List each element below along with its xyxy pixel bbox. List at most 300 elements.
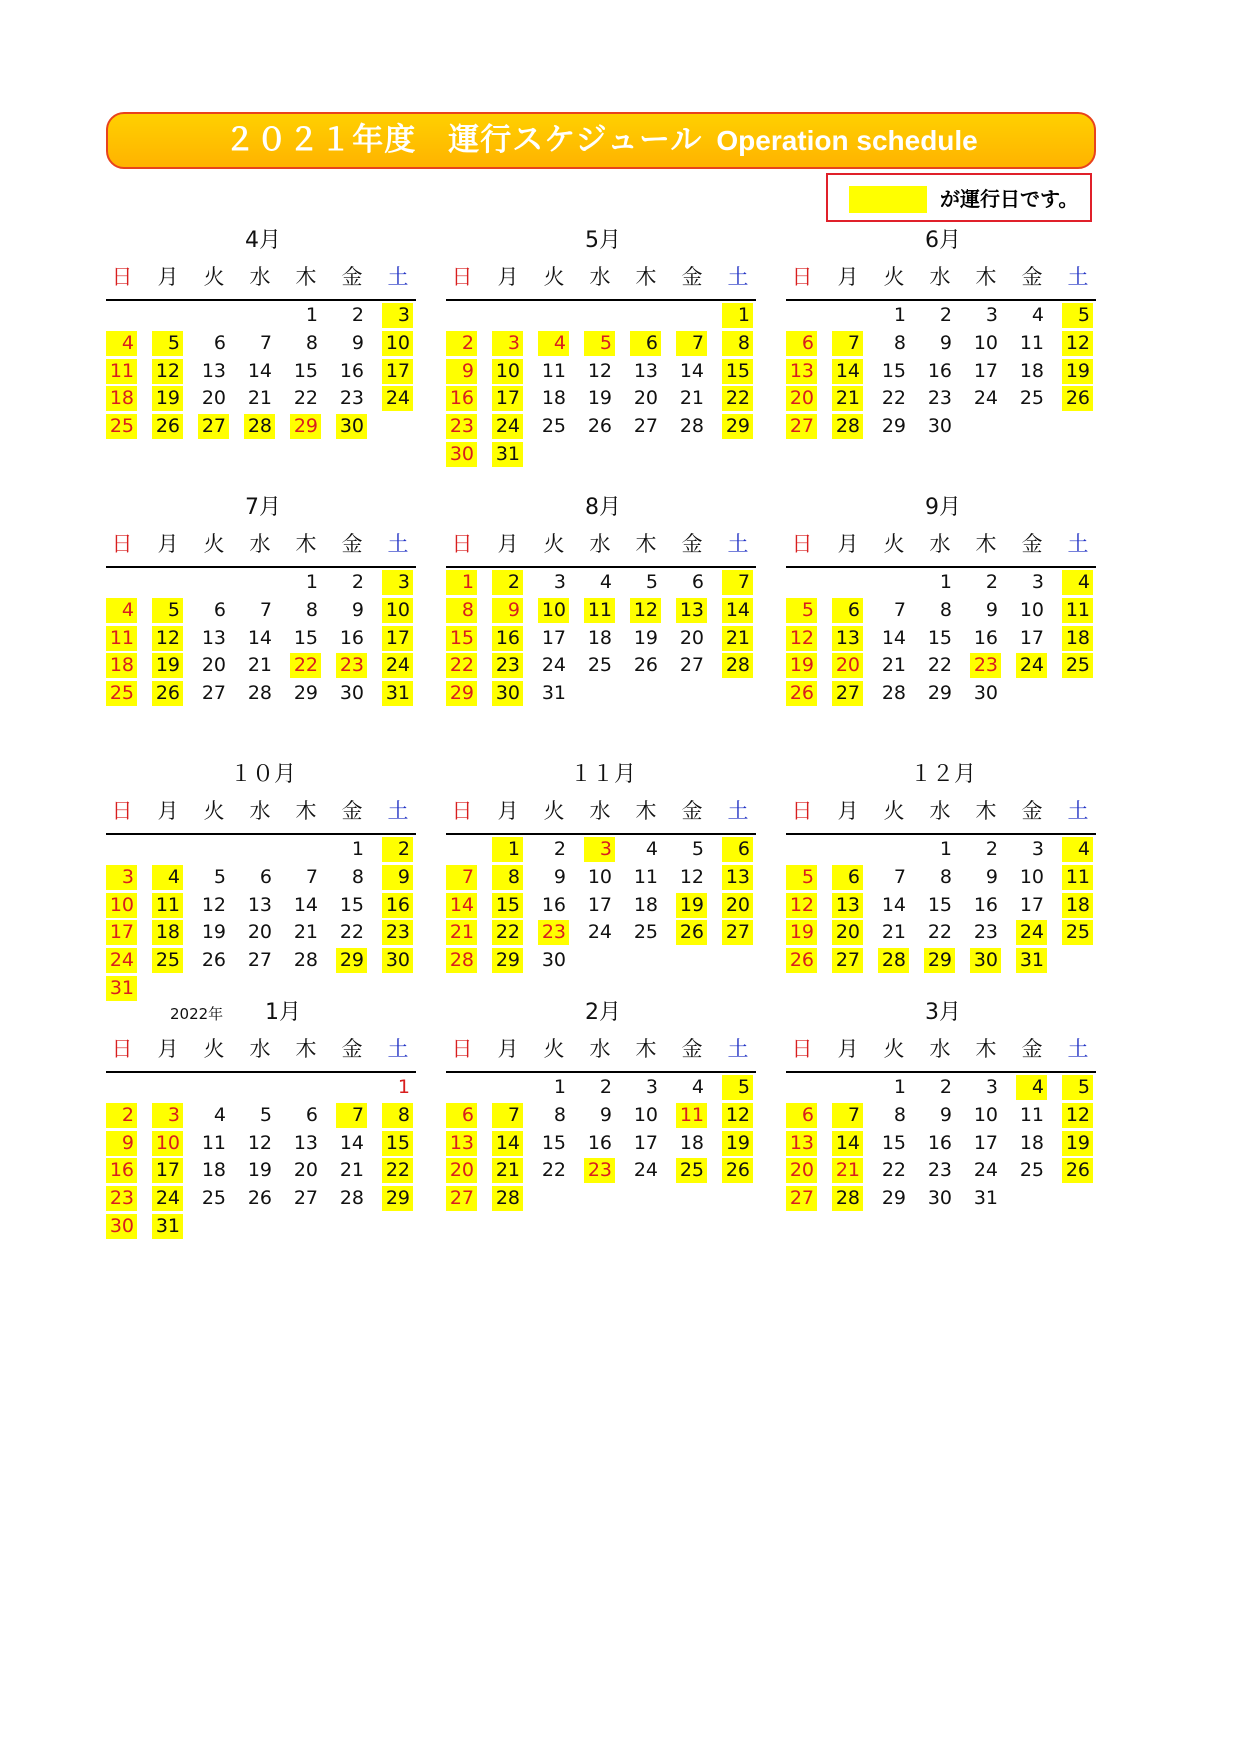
page-title-english: Operation schedule [716,125,978,156]
weekday-header: 日 [451,265,473,289]
calendar-day: 8 [305,598,318,621]
calendar-day: 24 [106,948,137,973]
weekday-header: 金 [1021,799,1043,823]
weekday-header: 水 [249,1037,271,1061]
calendar-day: 17 [633,1131,658,1154]
calendar-day: 1 [893,304,906,326]
calendar-day: 9 [351,331,364,354]
legend-swatch [849,186,927,213]
calendar-day: 28 [293,949,318,972]
calendar-day: 23 [970,653,1001,678]
calendar-day: 6 [630,331,661,356]
weekday-header: 火 [543,532,565,556]
weekday-header: 土 [727,1037,749,1061]
calendar-day: 13 [446,1131,477,1156]
calendar-day: 11 [1019,331,1044,354]
calendar-day: 10 [106,893,137,918]
calendar-day: 22 [881,1159,906,1182]
calendar-day: 26 [201,949,226,972]
weekday-header: 水 [589,532,611,556]
calendar-day: 15 [927,893,952,916]
calendar-day: 28 [878,948,909,973]
calendar-day: 4 [645,838,658,860]
month-calendar [786,761,1100,1001]
header-divider [446,299,756,301]
calendar-day: 19 [676,893,707,918]
calendar-day: 25 [152,948,183,973]
calendar-day: 28 [247,682,272,705]
calendar-day: 28 [832,414,863,439]
calendar-day: 4 [599,571,612,593]
calendar-day: 21 [293,921,318,944]
calendar-day: 29 [881,415,906,438]
calendar-day: 2 [553,838,566,860]
calendar-day: 6 [786,1103,817,1128]
calendar-day: 19 [152,386,183,411]
calendar-day: 1 [492,837,523,862]
calendar-day: 26 [587,415,612,438]
legend-text: が運行日です。 [940,187,1079,211]
calendar-day: 25 [106,681,137,706]
calendar-day: 10 [382,598,413,623]
calendar-day: 11 [584,598,615,623]
calendar-day: 22 [290,653,321,678]
calendar-day: 5 [1062,303,1093,328]
calendar-day: 25 [1019,1159,1044,1182]
weekday-header: 月 [157,532,179,556]
calendar-day: 23 [382,920,413,945]
weekday-header: 月 [497,532,519,556]
weekday-header: 日 [791,799,813,823]
calendar-day: 13 [722,865,753,890]
month-title: 4月 [245,228,281,253]
calendar-day: 9 [985,598,998,621]
calendar-day: 15 [382,1131,413,1156]
calendar-day: 30 [927,1187,952,1210]
calendar-day: 27 [679,654,704,677]
calendar-day: 16 [446,386,477,411]
calendar-day: 20 [633,387,658,410]
calendar-day: 11 [106,359,137,384]
calendar-day: 14 [339,1131,364,1154]
calendar-day: 19 [786,920,817,945]
calendar-day: 5 [584,331,615,356]
calendar-day: 25 [106,414,137,439]
weekday-header: 火 [203,532,225,556]
header-divider [786,299,1096,301]
month-title: 5月 [585,228,621,253]
month-calendar [106,999,420,1239]
calendar-day: 31 [1016,948,1047,973]
calendar-day: 15 [293,359,318,382]
calendar-day: 30 [106,1214,137,1239]
weekday-header: 日 [451,799,473,823]
weekday-header: 日 [791,532,813,556]
weekday-header: 月 [497,265,519,289]
calendar-day: 6 [213,598,226,621]
calendar-day: 10 [1019,598,1044,621]
year-prefix: 2022年 [170,1005,224,1023]
weekday-header: 水 [929,532,951,556]
calendar-day: 3 [1031,838,1044,860]
calendar-day: 30 [339,682,364,705]
header-divider [106,833,416,835]
calendar-day: 2 [599,1076,612,1098]
header-divider [106,299,416,301]
weekday-header: 水 [929,799,951,823]
calendar-day: 5 [645,571,658,593]
calendar-day: 23 [336,653,367,678]
calendar-day: 28 [881,682,906,705]
calendar-day: 7 [259,598,272,621]
calendar-day: 29 [336,948,367,973]
calendar-day: 31 [152,1214,183,1239]
calendar-day: 7 [336,1103,367,1128]
calendar-day: 20 [446,1158,477,1183]
calendar-day: 3 [106,865,137,890]
calendar-day: 23 [492,653,523,678]
calendar-day: 7 [893,598,906,621]
calendar-day: 2 [382,837,413,862]
calendar-day: 3 [382,570,413,595]
calendar-day: 31 [106,976,137,1001]
weekday-header: 金 [681,799,703,823]
calendar-day: 16 [492,626,523,651]
calendar-day: 21 [492,1158,523,1183]
calendar-day: 13 [786,359,817,384]
weekday-header: 土 [727,265,749,289]
weekday-header: 金 [681,532,703,556]
calendar-day: 19 [722,1131,753,1156]
calendar-day: 24 [492,414,523,439]
calendar-day: 22 [722,386,753,411]
month-calendar [446,494,760,734]
calendar-day: 29 [927,682,952,705]
weekday-header: 日 [111,532,133,556]
calendar-day: 18 [1019,359,1044,382]
weekday-header: 土 [1067,265,1089,289]
weekday-header: 金 [1021,1037,1043,1061]
calendar-day: 18 [152,920,183,945]
calendar-day: 13 [676,598,707,623]
calendar-day: 28 [832,1186,863,1211]
calendar-day: 22 [927,654,952,677]
calendar-day: 4 [106,598,137,623]
calendar-day: 8 [305,331,318,354]
calendar-day: 14 [247,359,272,382]
calendar-day: 2 [351,571,364,593]
calendar-day: 11 [676,1103,707,1128]
calendar-day: 8 [893,331,906,354]
weekday-header: 日 [451,1037,473,1061]
calendar-day: 12 [1062,1103,1093,1128]
calendar-day: 18 [541,387,566,410]
calendar-day: 29 [293,682,318,705]
calendar-day: 17 [1019,626,1044,649]
weekday-header: 火 [203,265,225,289]
calendar-day: 21 [881,654,906,677]
calendar-day: 15 [927,626,952,649]
calendar-day: 5 [152,331,183,356]
calendar-day: 13 [832,626,863,651]
calendar-day: 27 [722,920,753,945]
weekday-header: 土 [387,799,409,823]
calendar-day: 21 [679,387,704,410]
calendar-day: 5 [152,598,183,623]
calendar-day: 11 [1062,865,1093,890]
calendar-day: 15 [446,626,477,651]
month-calendar [446,999,760,1239]
calendar-day: 24 [973,1159,998,1182]
calendar-day: 13 [786,1131,817,1156]
weekday-header: 金 [341,1037,363,1061]
calendar-day: 4 [1062,837,1093,862]
calendar-day: 6 [786,331,817,356]
calendar-day: 7 [893,865,906,888]
calendar-day: 10 [538,598,569,623]
header-divider [786,566,1096,568]
calendar-day: 26 [722,1158,753,1183]
weekday-header: 金 [681,265,703,289]
weekday-header: 火 [543,1037,565,1061]
calendar-day: 27 [293,1187,318,1210]
month-calendar [786,494,1100,734]
calendar-day: 14 [722,598,753,623]
calendar-day: 26 [786,948,817,973]
calendar-day: 19 [1062,1131,1093,1156]
weekday-header: 日 [111,265,133,289]
calendar-day: 17 [492,386,523,411]
calendar-day: 7 [259,331,272,354]
weekday-header: 月 [497,799,519,823]
calendar-day: 31 [382,681,413,706]
calendar-day: 6 [259,865,272,888]
weekday-header: 水 [249,799,271,823]
calendar-day: 5 [722,1075,753,1100]
calendar-day: 25 [587,654,612,677]
weekday-header: 月 [157,1037,179,1061]
calendar-day: 23 [339,387,364,410]
calendar-day: 4 [1062,570,1093,595]
calendar-day: 24 [587,921,612,944]
weekday-header: 金 [1021,265,1043,289]
calendar-day: 4 [213,1103,226,1126]
calendar-day: 31 [973,1187,998,1210]
weekday-header: 水 [929,265,951,289]
calendar-day: 12 [722,1103,753,1128]
calendar-day: 26 [1062,1158,1093,1183]
calendar-day: 8 [492,865,523,890]
calendar-day: 23 [584,1158,615,1183]
calendar-day: 22 [293,387,318,410]
weekday-header: 月 [837,799,859,823]
calendar-day: 4 [152,865,183,890]
calendar-day: 17 [1019,893,1044,916]
calendar-day: 16 [541,893,566,916]
calendar-day: 29 [382,1186,413,1211]
calendar-day: 15 [541,1131,566,1154]
calendar-day: 11 [152,893,183,918]
calendar-day: 24 [382,653,413,678]
header-divider [446,1071,756,1073]
calendar-day: 20 [722,893,753,918]
month-title: 9月 [925,495,961,520]
header-divider [106,1071,416,1073]
calendar-day: 12 [1062,331,1093,356]
calendar-day: 16 [927,359,952,382]
calendar-day: 16 [587,1131,612,1154]
calendar-day: 30 [382,948,413,973]
calendar-day: 11 [633,865,658,888]
calendar-day: 21 [832,1158,863,1183]
calendar-day: 6 [305,1103,318,1126]
calendar-day: 29 [924,948,955,973]
calendar-day: 13 [201,359,226,382]
calendar-day: 14 [492,1131,523,1156]
calendar-day: 9 [106,1131,137,1156]
calendar-day: 2 [446,331,477,356]
weekday-header: 金 [1021,532,1043,556]
calendar-day: 12 [201,893,226,916]
calendar-day: 28 [244,414,275,439]
calendar-day: 24 [152,1186,183,1211]
month-title: 3月 [925,1000,961,1025]
calendar-day: 26 [152,681,183,706]
calendar-day: 3 [985,1076,998,1098]
weekday-header: 火 [203,1037,225,1061]
calendar-day: 9 [553,865,566,888]
title-banner [106,112,1096,169]
calendar-day: 18 [679,1131,704,1154]
calendar-day: 27 [633,415,658,438]
weekday-header: 日 [111,1037,133,1061]
calendar-day: 1 [305,304,318,326]
calendar-day: 27 [201,682,226,705]
weekday-header: 木 [295,799,317,823]
calendar-day: 30 [446,442,477,467]
weekday-header: 水 [929,1037,951,1061]
calendar-day: 27 [198,414,229,439]
weekday-header: 木 [635,532,657,556]
calendar-day: 21 [339,1159,364,1182]
calendar-day: 2 [492,570,523,595]
weekday-header: 土 [387,532,409,556]
calendar-day: 31 [541,682,566,705]
calendar-day: 9 [985,865,998,888]
calendar-day: 19 [587,387,612,410]
weekday-header: 木 [295,1037,317,1061]
calendar-day: 25 [1062,653,1093,678]
calendar-day: 1 [939,838,952,860]
weekday-header: 金 [341,532,363,556]
calendar-day: 17 [382,626,413,651]
calendar-day: 7 [832,1103,863,1128]
calendar-day: 12 [587,359,612,382]
calendar-day: 18 [587,626,612,649]
weekday-header: 木 [975,265,997,289]
calendar-day: 5 [786,598,817,623]
calendar-day: 6 [832,598,863,623]
calendar-day: 12 [679,865,704,888]
calendar-day: 23 [446,414,477,439]
calendar-day: 31 [492,442,523,467]
weekday-header: 木 [295,532,317,556]
calendar-day: 22 [492,920,523,945]
calendar-day: 1 [722,303,753,328]
calendar-day: 20 [786,1158,817,1183]
calendar-day: 24 [1016,653,1047,678]
calendar-day: 4 [1031,304,1044,326]
weekday-header: 火 [543,265,565,289]
calendar-day: 19 [201,921,226,944]
calendar-day: 10 [973,1103,998,1126]
month-calendar [446,227,760,467]
weekday-header: 木 [635,799,657,823]
calendar-day: 20 [832,653,863,678]
calendar-day: 10 [633,1103,658,1126]
calendar-day: 3 [1031,571,1044,593]
weekday-header: 木 [635,1037,657,1061]
calendar-day: 15 [881,1131,906,1154]
calendar-day: 6 [446,1103,477,1128]
month-title: 8月 [585,495,621,520]
calendar-day: 25 [1062,920,1093,945]
calendar-day: 17 [106,920,137,945]
calendar-day: 15 [339,893,364,916]
calendar-day: 28 [446,948,477,973]
calendar-day: 30 [492,681,523,706]
calendar-day: 7 [492,1103,523,1128]
calendar-day: 25 [633,921,658,944]
calendar-day: 29 [290,414,321,439]
calendar-day: 4 [1016,1075,1047,1100]
calendar-day: 9 [492,598,523,623]
calendar-day: 26 [676,920,707,945]
weekday-header: 木 [975,1037,997,1061]
calendar-day: 24 [633,1159,658,1182]
calendar-day: 3 [152,1103,183,1128]
calendar-day: 3 [492,331,523,356]
calendar-day: 9 [939,1103,952,1126]
month-title: 2月 [585,1000,621,1025]
calendar-day: 27 [786,1186,817,1211]
calendar-day: 8 [939,865,952,888]
calendar-day: 16 [382,893,413,918]
calendar-day: 27 [832,681,863,706]
calendar-day: 13 [633,359,658,382]
calendar-day: 28 [679,415,704,438]
calendar-day: 2 [985,571,998,593]
calendar-day: 8 [893,1103,906,1126]
calendar-day: 8 [939,598,952,621]
calendar-day: 10 [1019,865,1044,888]
calendar-day: 26 [1062,386,1093,411]
weekday-header: 土 [1067,1037,1089,1061]
calendar-day: 16 [973,626,998,649]
month-calendar [106,494,420,734]
calendar-day: 26 [786,681,817,706]
calendar-day: 16 [339,626,364,649]
calendar-day: 2 [351,304,364,326]
calendar-day: 4 [106,331,137,356]
weekday-header: 水 [589,265,611,289]
calendar-day: 5 [786,865,817,890]
calendar-day: 15 [722,359,753,384]
weekday-header: 火 [203,799,225,823]
calendar-day: 3 [985,304,998,326]
calendar-day: 19 [152,653,183,678]
calendar-day: 18 [633,893,658,916]
